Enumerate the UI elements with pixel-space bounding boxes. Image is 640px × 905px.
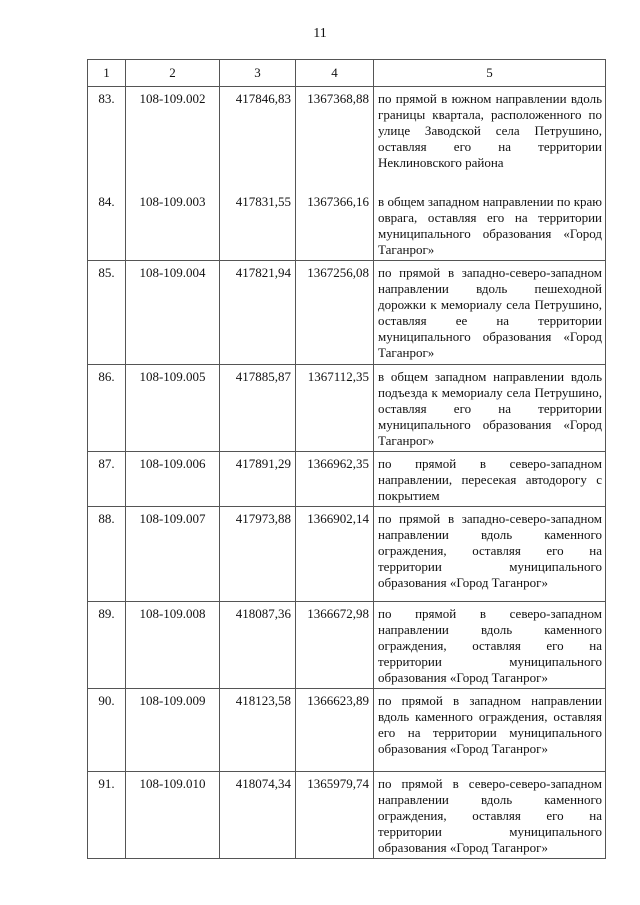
coord-x: 418087,36	[220, 601, 296, 688]
row-number: 89.	[88, 601, 126, 688]
coord-x: 418074,34	[220, 771, 296, 858]
coord-y: 1367112,35	[296, 364, 374, 451]
coord-y: 1366623,89	[296, 688, 374, 771]
coord-x: 417846,83	[220, 87, 296, 190]
coord-x: 417885,87	[220, 364, 296, 451]
coord-x: 417973,88	[220, 506, 296, 601]
boundary-description: по прямой в северо-западном направлении вдоль каменного ограждения, оставляя его на территории муниципального образования «Город Таганрог»	[374, 601, 606, 688]
boundary-description: в общем западном направлении вдоль подъезда к мемориалу села Петрушино, оставляя его на территории муниципального образования «Город Таганрог»	[374, 364, 606, 451]
row-number: 88.	[88, 506, 126, 601]
point-id: 108-109.005	[126, 364, 220, 451]
header-col-3: 3	[220, 60, 296, 87]
table-row	[88, 451, 606, 506]
row-number: 90.	[88, 688, 126, 771]
page-number: 11	[313, 26, 327, 41]
coord-x: 417891,29	[220, 451, 296, 506]
table-row	[88, 87, 606, 190]
header-col-5: 5	[374, 60, 606, 87]
coord-y: 1366902,14	[296, 506, 374, 601]
point-id: 108-109.008	[126, 601, 220, 688]
boundary-description: по прямой в южном направлении вдоль границы квартала, расположенного по улице Заводской села Петрушино, оставляя его на территории Неклиновского района	[374, 87, 606, 190]
table-row	[88, 190, 606, 261]
row-number: 87.	[88, 451, 126, 506]
point-id: 108-109.003	[126, 190, 220, 261]
coord-y: 1365979,74	[296, 771, 374, 858]
table-row	[88, 688, 606, 771]
point-id: 108-109.007	[126, 506, 220, 601]
coord-y: 1367256,08	[296, 260, 374, 364]
table-row	[88, 601, 606, 688]
point-id: 108-109.010	[126, 771, 220, 858]
boundary-description: по прямой в северо-северо-западном направлении вдоль каменного ограждения, оставляя его на территории муниципального образования «Город Таганрог»	[374, 771, 606, 858]
boundary-description: по прямой в западно-северо-западном направлении вдоль каменного ограждения, оставляя его на территории муниципального образования «Город Таганрог»	[374, 506, 606, 601]
header-col-1: 1	[88, 60, 126, 87]
coord-x: 417831,55	[220, 190, 296, 261]
point-id: 108-109.002	[126, 87, 220, 190]
coord-y: 1366672,98	[296, 601, 374, 688]
coord-y: 1367368,88	[296, 87, 374, 190]
boundary-description: по прямой в северо-западном направлении, пересекая автодорогу с покрытием	[374, 451, 606, 506]
coord-y: 1367366,16	[296, 190, 374, 261]
boundary-coordinates-table	[87, 59, 606, 859]
header-col-2: 2	[126, 60, 220, 87]
row-number: 86.	[88, 364, 126, 451]
table-row	[88, 364, 606, 451]
row-number: 84.	[88, 190, 126, 261]
table-row	[88, 260, 606, 364]
table-row	[88, 506, 606, 601]
coord-y: 1366962,35	[296, 451, 374, 506]
point-id: 108-109.009	[126, 688, 220, 771]
coord-x: 418123,58	[220, 688, 296, 771]
row-number: 91.	[88, 771, 126, 858]
row-number: 83.	[88, 87, 126, 190]
header-col-4: 4	[296, 60, 374, 87]
point-id: 108-109.006	[126, 451, 220, 506]
boundary-description: по прямой в западно-северо-западном направлении вдоль пешеходной дорожки к мемориалу села Петрушино, оставляя ее на территории муниципального образования «Город Таганрог»	[374, 260, 606, 364]
table-row	[88, 771, 606, 858]
coord-x: 417821,94	[220, 260, 296, 364]
boundary-description: в общем западном направлении по краю оврага, оставляя его на территории муниципального образования «Город Таганрог»	[374, 190, 606, 261]
boundary-description: по прямой в западном направлении вдоль каменного ограждения, оставляя его на территории муниципального образования «Город Таганрог»	[374, 688, 606, 771]
point-id: 108-109.004	[126, 260, 220, 364]
row-number: 85.	[88, 260, 126, 364]
table-header-row	[88, 60, 606, 87]
